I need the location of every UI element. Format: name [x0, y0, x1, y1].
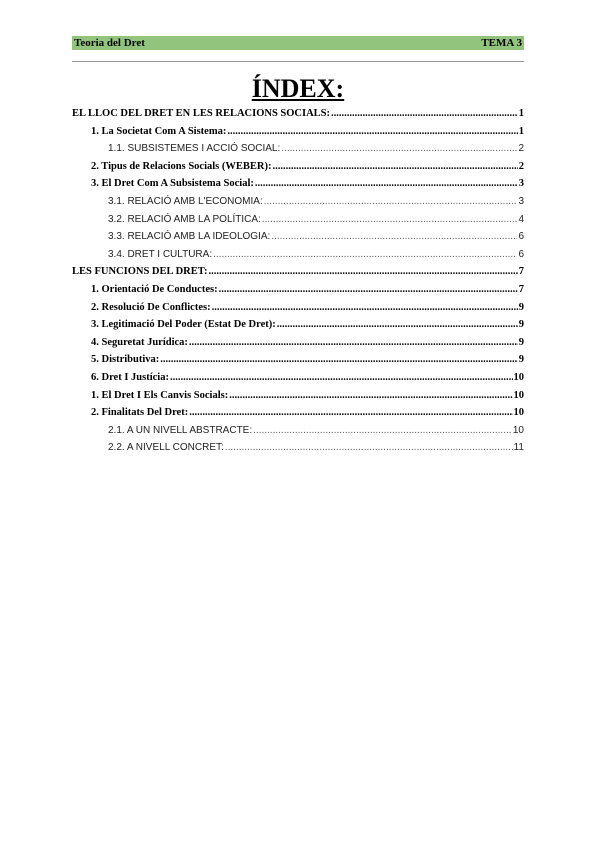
toc-entry-page-number: 10 — [512, 424, 524, 436]
toc-entry-page-number: 2 — [518, 143, 524, 155]
toc-entry-label: 2.2. A NIVELL CONCRET: — [108, 442, 224, 454]
toc-leader-dots — [264, 196, 518, 207]
toc-leader-dots — [253, 425, 512, 436]
toc-entry[interactable] — [72, 178, 524, 196]
toc-entry-label: 6. Dret I Justícia: — [91, 371, 169, 383]
toc-entry[interactable] — [72, 214, 524, 232]
toc-entry-page-number: 2 — [518, 160, 524, 172]
toc-entry-label: 3.3. RELACIÓ AMB LA IDEOLOGIA: — [108, 231, 271, 243]
header-divider — [72, 61, 524, 62]
toc-entry[interactable] — [72, 390, 524, 408]
toc-entry-label: 3.1. RELACIÓ AMB L'ECONOMIA: — [108, 195, 263, 207]
toc-leader-dots — [213, 249, 517, 260]
toc-entry-label: 2.1. A UN NIVELL ABSTRACTE: — [108, 424, 253, 436]
toc-leader-dots — [219, 284, 518, 295]
toc-entry-label: 5. Distributiva: — [91, 354, 160, 366]
toc-leader-dots — [160, 354, 518, 365]
toc-entry-page-number: 6 — [518, 248, 524, 260]
toc-entry-label: 2. Finalitats Del Dret: — [91, 407, 189, 419]
toc-entry[interactable] — [72, 143, 524, 161]
toc-entry[interactable] — [72, 231, 524, 249]
toc-entry-label: 2. Resolució De Conflictes: — [91, 301, 211, 313]
toc-leader-dots — [225, 442, 513, 453]
toc-leader-dots — [189, 337, 518, 348]
toc-entry-page-number: 7 — [518, 266, 524, 278]
toc-entry-label: 3. El Dret Com A Subsistema Social: — [91, 178, 254, 190]
toc-entry[interactable] — [72, 108, 524, 126]
toc-entry-page-number: 11 — [513, 442, 524, 454]
toc-entry-label: EL LLOC DEL DRET EN LES RELACIONS SOCIALS: — [72, 108, 331, 119]
toc-entry-page-number: 10 — [513, 407, 524, 419]
header-topic-label: TEMA 3 — [481, 37, 522, 49]
toc-entry-page-number: 7 — [518, 283, 524, 295]
toc-entry-label: 3. Legitimació Del Poder (Estat De Dret): — [91, 319, 276, 331]
toc-entry-page-number: 10 — [513, 371, 524, 383]
toc-entry[interactable] — [72, 337, 524, 355]
toc-leader-dots — [262, 214, 518, 225]
page-header — [72, 36, 524, 50]
toc-entry[interactable] — [72, 354, 524, 372]
toc-leader-dots — [229, 390, 512, 401]
toc-entry[interactable] — [72, 126, 524, 144]
toc-entry-page-number: 1 — [518, 108, 524, 119]
toc-leader-dots — [277, 319, 518, 330]
toc-entry-label: 1. Orientació De Conductes: — [91, 283, 218, 295]
toc-entry[interactable] — [72, 249, 524, 267]
toc-leader-dots — [255, 178, 518, 189]
toc-entry-page-number: 4 — [518, 213, 524, 225]
toc-entry-page-number: 1 — [518, 125, 524, 137]
toc-entry-label: LES FUNCIONS DEL DRET: — [72, 266, 208, 278]
toc-entry-label: 2. Tipus de Relacions Socials (WEBER): — [91, 160, 272, 172]
toc-entry[interactable] — [72, 161, 524, 179]
toc-entry[interactable] — [72, 442, 524, 460]
toc-entry[interactable] — [72, 407, 524, 425]
toc-entry[interactable] — [72, 425, 524, 443]
toc-leader-dots — [271, 231, 517, 242]
toc-entry[interactable] — [72, 372, 524, 390]
toc-entry-page-number: 9 — [518, 301, 524, 313]
header-course-title: Teoria del Dret — [74, 37, 145, 49]
page-title: ÍNDEX: — [251, 74, 345, 103]
toc-entry-label: 1.1. SUBSISTEMES I ACCIÓ SOCIAL: — [108, 143, 281, 155]
toc-leader-dots — [281, 143, 517, 154]
toc-leader-dots — [227, 126, 517, 137]
toc-entry[interactable] — [72, 284, 524, 302]
toc-entry-page-number: 9 — [518, 354, 524, 366]
toc-entry-label: 4. Seguretat Jurídica: — [91, 336, 188, 348]
toc-leader-dots — [170, 372, 513, 383]
table-of-contents — [72, 108, 524, 460]
toc-entry-page-number: 9 — [518, 319, 524, 331]
toc-entry-page-number: 6 — [518, 231, 524, 243]
toc-entry[interactable] — [72, 302, 524, 320]
toc-entry-label: 1. El Dret I Els Canvis Socials: — [91, 389, 229, 401]
toc-entry-page-number: 9 — [518, 336, 524, 348]
toc-leader-dots — [208, 266, 517, 277]
toc-entry[interactable] — [72, 196, 524, 214]
toc-entry-page-number: 3 — [518, 178, 524, 190]
toc-leader-dots — [189, 407, 512, 418]
toc-entry-label: 3.2. RELACIÓ AMB LA POLÍTICA: — [108, 213, 261, 225]
toc-entry[interactable] — [72, 266, 524, 284]
toc-entry-label: 3.4. DRET I CULTURA: — [108, 248, 213, 260]
toc-entry-label: 1. La Societat Com A Sistema: — [91, 125, 227, 137]
toc-leader-dots — [212, 302, 518, 313]
toc-leader-dots — [331, 108, 518, 119]
toc-leader-dots — [272, 161, 517, 172]
toc-entry[interactable] — [72, 319, 524, 337]
toc-entry-page-number: 3 — [518, 195, 524, 207]
toc-entry-page-number: 10 — [513, 389, 524, 401]
